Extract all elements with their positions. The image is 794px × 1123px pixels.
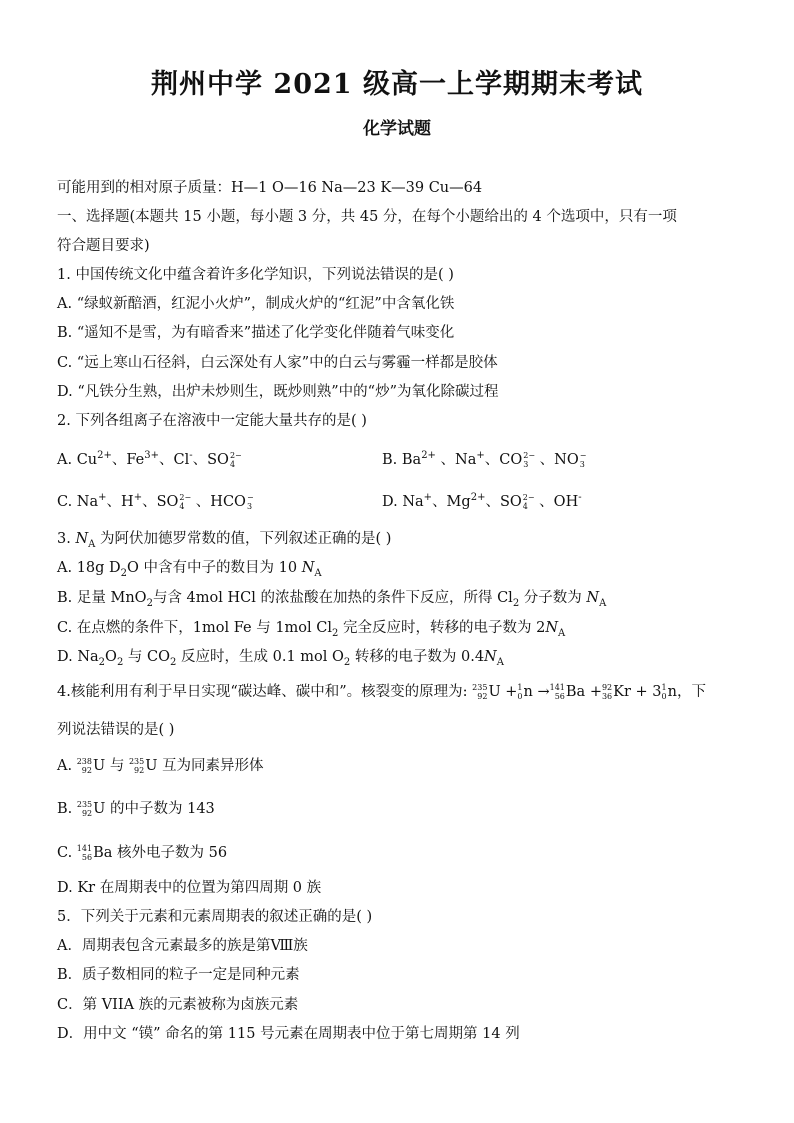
question-2-option-d: D. Na+、$Mg^{2+}$、SO 2− 4 、OH- bbox=[382, 492, 582, 511]
question-4-option-a-text: 互为同素异形体 bbox=[162, 758, 264, 774]
question-4-stem-text: 4.核能利用有利于早日实现“碳达峰、碳中和”。核裂变的原理为: bbox=[57, 684, 468, 700]
question-3-option-c: C. 在点燃的条件下，1mol Fe 与 1mol $Cl_2$ 完全反应时，转移的电子数为 $2N_A$ bbox=[57, 620, 566, 639]
page-title: 荆州中学 2021 级高一上学期期末考试 bbox=[151, 69, 643, 100]
question-2-option-b: B. $Ba^{2+}$ 、Na+、CO 2− 3 、NO − 3 bbox=[382, 450, 587, 469]
question-4-option-c-text: 核外电子数为 56 bbox=[117, 845, 228, 861]
question-5-option-c: C．第 VIIA 族的元素被称为卤族元素 bbox=[57, 997, 299, 1013]
question-3-option-d: D. $Na_2O_2$ 与 $CO_2$ 反应时，生成 0.1 mol $O_2$ 转移的电子数为 $0.4N_A$ bbox=[57, 649, 504, 668]
question-3-stem-text: 为阿伏加德罗常数的值，下列叙述正确的是( ) bbox=[99, 531, 392, 547]
section-heading: 一、选择题(本题共 15 小题，每小题 3 分，共 45 分，在每个小题给出的 4 个选项中，只有一项 bbox=[57, 209, 677, 225]
question-5-option-d: D．用中文 “镆” 命名的第 115 号元素在周期表中位于第七周期第 14 列 bbox=[57, 1026, 520, 1042]
section-heading-cont: 符合题目要求) bbox=[57, 238, 150, 254]
question-5-stem: 5．下列关于元素和元素周期表的叙述正确的是( ) bbox=[57, 909, 373, 925]
question-4-stem bbox=[57, 682, 706, 702]
question-4-option-b: B. 235 92 U 的中子数为 143 bbox=[57, 800, 215, 818]
question-1-option-d: D. “凡铁分生熟，出炉未炒则生，既炒则熟”中的“炒”为氧化除碳过程 bbox=[57, 384, 499, 400]
question-1-option-c: C. “远上寒山石径斜，白云深处有人家”中的白云与雾霾一样都是胶体 bbox=[57, 355, 498, 371]
fission-equation: 235 92 U + 1 0 n → 141 56 Ba + 92 36 Kr + 3 1 0 n bbox=[472, 683, 677, 701]
question-2-option-a: A. $Cu^{2+}$、$Fe^{3+}$、Cl-、SO 2− 4 bbox=[57, 450, 242, 469]
question-1-stem: 1. 中国传统文化中蕴含着许多化学知识，下列说法错误的是( ) bbox=[57, 267, 454, 283]
question-4-stem-end: ，下 bbox=[676, 684, 706, 700]
atomic-masses: 可能用到的相对原子质量：H—1 O—16 Na—23 K—39 Cu—64 bbox=[57, 180, 483, 196]
question-2-option-c: C. Na+、H+、SO 2− 4 、HCO − 3 bbox=[57, 492, 254, 511]
question-1-option-a: A. “绿蚁新醅酒，红泥小火炉”，制成火炉的“红泥”中含氧化铁 bbox=[57, 296, 455, 312]
question-3-option-a: A. 18g $D_2O$ 中含有中子的数目为 10 $N_A$ bbox=[57, 560, 322, 579]
question-4-option-a: A. 238 92 U 与 235 92 U 互为同素异形体 bbox=[57, 757, 264, 775]
question-3-option-b: B. 足量 MnO$_2$与含 4mol HCl 的浓盐酸在加热的条件下反应，所得 $Cl_2$ 分子数为 $N_A$ bbox=[57, 590, 607, 609]
page-subtitle: 化学试题 bbox=[363, 119, 431, 139]
question-5-option-a: A．周期表包含元素最多的族是第Ⅷ族 bbox=[57, 938, 308, 954]
question-3-stem: 3. $N_A$ 为阿伏加德罗常数的值，下列叙述正确的是( ) bbox=[57, 531, 392, 550]
question-2-stem: 2. 下列各组离子在溶液中一定能大量共存的是( ) bbox=[57, 413, 367, 429]
question-1-option-b: B. “遥知不是雪，为有暗香来”描述了化学变化伴随着气味变化 bbox=[57, 325, 455, 341]
question-4-stem-line2: 列说法错误的是( ) bbox=[57, 722, 175, 738]
question-4-option-d: D. Kr 在周期表中的位置为第四周期 0 族 bbox=[57, 880, 322, 896]
question-4-option-c: C. 141 56 Ba 核外电子数为 56 bbox=[57, 844, 228, 862]
question-4-option-b-text: 的中子数为 143 bbox=[110, 801, 215, 817]
question-5-option-b: B．质子数相同的粒子一定是同种元素 bbox=[57, 967, 300, 983]
